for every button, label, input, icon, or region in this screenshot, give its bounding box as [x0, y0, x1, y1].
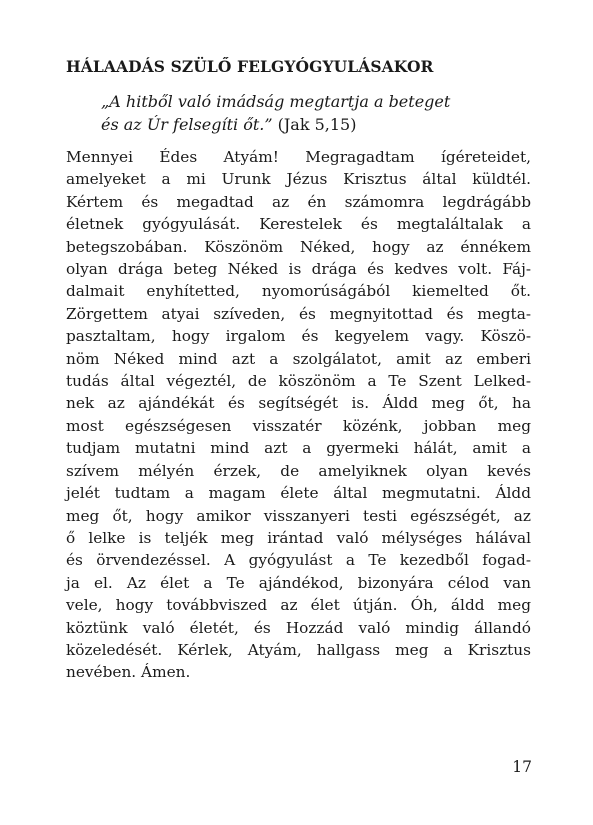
body-line: meg őt, hogy amikor visszanyeri testi egészségét, az	[66, 506, 531, 525]
body-line: jelét tudtam a magam élete által megmutatni. Áldd	[66, 484, 531, 503]
body-line: tudás által végeztél, de köszönöm a Te Szent Lelked-	[66, 372, 531, 391]
epigraph-quote-part-1: „A hitből való imádság megtartja a beteget	[101, 92, 451, 111]
body-line: Zörgettem atyai szíveden, és megnyitottad és megta-	[66, 304, 531, 323]
body-line: most egészségesen visszatér közénk, jobban meg	[66, 416, 531, 435]
body-line: életnek gyógyulását. Kerestelek és megtaláltalak a	[66, 215, 531, 234]
epigraph-line-2	[101, 113, 501, 136]
epigraph-quote-part-2: és az Úr felsegíti őt.”	[101, 115, 273, 134]
prayer-body	[66, 146, 531, 684]
epigraph-reference: (Jak 5,15)	[272, 115, 357, 134]
body-line: dalmait enyhítetted, nyomorúságából kiemelted őt.	[66, 282, 531, 301]
body-line: Mennyei Édes Atyám! Megragadtam ígéreteidet,	[66, 148, 531, 166]
body-line: és örvendezéssel. A gyógyulást a Te kezedből fogad-	[66, 551, 531, 570]
body-line: köztünk való életét, és Hozzád való mindig állandó	[66, 618, 531, 637]
prayer-title: HÁLAADÁS SZÜLŐ FELGYÓGYULÁSAKOR	[66, 57, 434, 76]
body-line: szívem mélyén érzek, de amelyiknek olyan kevés	[66, 461, 531, 480]
body-line: amelyeket a mi Urunk Jézus Krisztus által küldtél.	[66, 170, 531, 189]
body-line: betegszobában. Köszönöm Néked, hogy az énnékem	[66, 237, 531, 256]
body-line: nek az ajándékát és segítségét is. Áldd meg őt, ha	[66, 394, 531, 413]
body-line: tudjam mutatni mind azt a gyermeki hálát, amit a	[66, 439, 531, 458]
epigraph-line-1	[101, 90, 501, 113]
body-line: Kértem és megadtad az én számomra legdrágább	[66, 192, 531, 211]
body-line: nevében. Ámen.	[66, 663, 191, 682]
body-line: nöm Néked mind azt a szolgálatot, amit az emberi	[66, 349, 531, 368]
page-number: 17	[512, 758, 532, 776]
body-line: közeledését. Kérlek, Atyám, hallgass meg a Krisztus	[66, 640, 531, 659]
body-line: olyan drága beteg Néked is drága és kedves volt. Fáj-	[66, 260, 531, 279]
body-line: ő lelke is teljék meg irántad való mélységes hálával	[66, 528, 531, 547]
epigraph	[101, 90, 501, 136]
body-line: vele, hogy továbbviszed az élet útján. Óh, áldd meg	[66, 596, 531, 615]
body-line: ja el. Az élet a Te ajándékod, bizonyára célod van	[66, 573, 531, 592]
body-line: pasztaltam, hogy irgalom és kegyelem vagy. Köszö-	[66, 327, 531, 346]
